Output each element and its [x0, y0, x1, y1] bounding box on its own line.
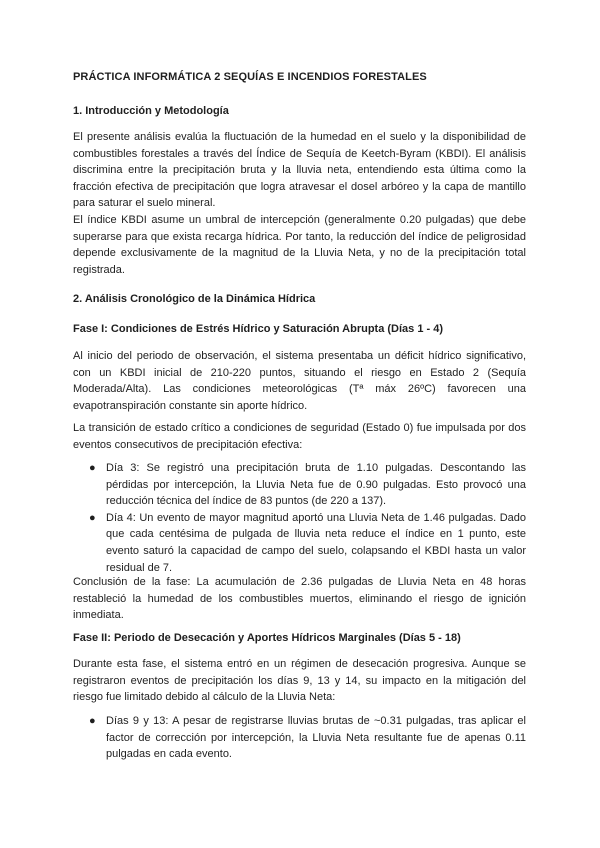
phase-2-bullet-list: [73, 713, 526, 763]
phase-1-bullet-list: [73, 460, 526, 576]
list-item-text: Días 9 y 13: A pesar de registrarse lluvias brutas de ~0.31 pulgadas, tras aplicar el factor de corrección por intercepción, la Lluvia Neta resultante fue de apenas 0.11 pulgadas en cada evento.: [106, 715, 526, 761]
bullet-icon: ●: [89, 715, 96, 727]
phase-1-conclusion: Conclusión de la fase: La acumulación de 2.36 pulgadas de Lluvia Neta en 48 horas restableció la humedad de los combustibles muertos, eliminando el riesgo de ignición inmediata.: [73, 576, 526, 622]
bullet-icon: ●: [89, 462, 96, 474]
phase-1-paragraph-1: Al inicio del periodo de observación, el sistema presentaba un déficit hídrico significativo, con un KBDI inicial de 210-220 puntos, situando el riesgo en Estado 2 (Sequía Moderada/Alta). Las condiciones meteorológicas (Tª máx 26ºC) favorecen una evapotranspiración constante sin aporte hídrico.: [73, 350, 526, 412]
list-item-text: Día 3: Se registró una precipitación bruta de 1.10 pulgadas. Descontando las pérdidas por intercepción, la Lluvia Neta fue de 0.90 pulgadas. Esto provocó una reducción técnica del índice de 83 puntos (de 220 a 137).: [106, 462, 526, 508]
phase-2-paragraph-1: Durante esta fase, el sistema entró en un régimen de desecación progresiva. Aunque se registraron eventos de precipitación los días 9, 13 y 14, su impacto en la mitigación del riesgo fue limitado debido al cálculo de la Lluvia Neta:: [73, 658, 526, 704]
list-item-text: Día 4: Un evento de mayor magnitud aportó una Lluvia Neta de 1.46 pulgadas. Dado que cada centésima de pulgada de lluvia neta reduce el índice en 1 punto, este evento saturó la capacidad de campo del suelo, colapsando el KBDI hasta un valor residual de 7.: [106, 511, 526, 574]
section-1-heading: 1. Introducción y Metodología: [73, 105, 229, 117]
section-1-paragraph-2: El índice KBDI asume un umbral de intercepción (generalmente 0.20 pulgadas) que debe superarse para que exista recarga hídrica. Por tanto, la reducción del índice de peligrosidad depende exclusivamente de la magnitud de la Lluvia Neta, y no de la precipitación total registrada.: [73, 214, 526, 276]
bullet-icon: ●: [89, 511, 96, 524]
phase-1-paragraph-2: La transición de estado crítico a condiciones de seguridad (Estado 0) fue impulsada por dos eventos consecutivos de precipitación efectiva:: [73, 422, 526, 451]
section-1-paragraph-1: El presente análisis evalúa la fluctuación de la humedad en el suelo y la disponibilidad de combustibles forestales a través del Índice de Sequía de Keetch-Byram (KBDI). El análisis discrimina entre la precipitación bruta y la lluvia neta, entendiendo esta última como la fracción efectiva de precipitación que logra atravesar el dosel arbóreo y la capa de mantillo para saturar el suelo mineral.: [73, 131, 526, 210]
section-2-heading: 2. Análisis Cronológico de la Dinámica Hídrica: [73, 293, 316, 305]
phase-2-heading: Fase II: Periodo de Desecación y Aportes Hídricos Marginales (Días 5 - 18): [73, 632, 461, 644]
phase-1-heading: Fase I: Condiciones de Estrés Hídrico y Saturación Abrupta (Días 1 - 4): [73, 323, 444, 335]
list-item: [73, 713, 526, 763]
document-title: PRÁCTICA INFORMÁTICA 2 SEQUÍAS E INCENDIOS FORESTALES: [73, 71, 427, 83]
list-item: [73, 510, 526, 576]
list-item: [73, 460, 526, 510]
